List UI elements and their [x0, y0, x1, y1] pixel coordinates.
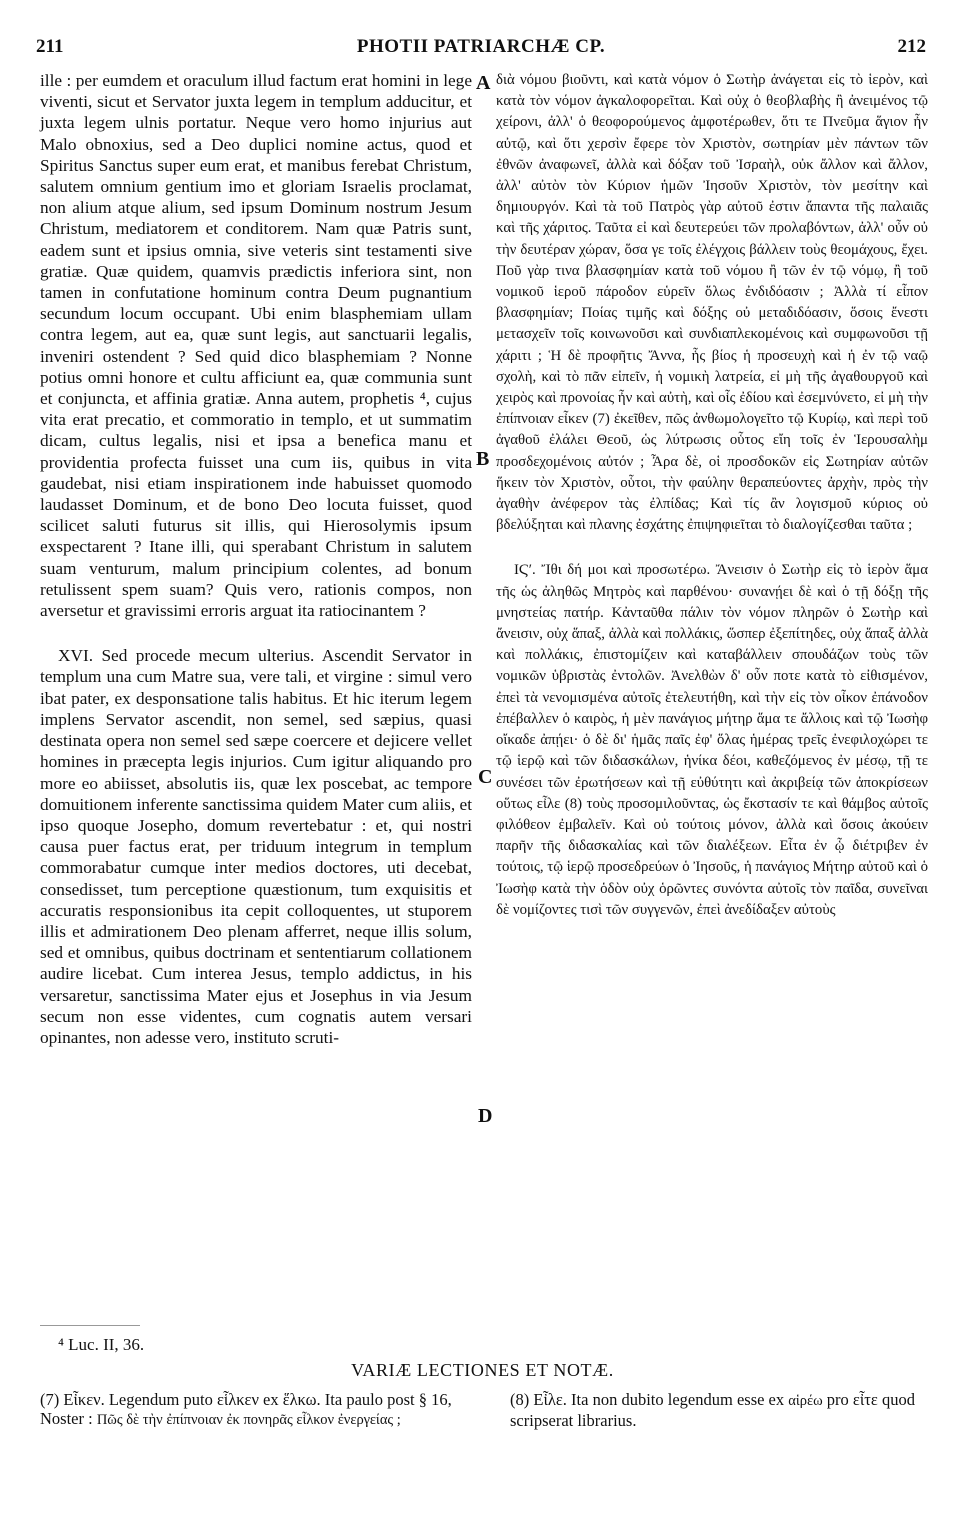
latin-paragraph-2: XVI. Sed procede mecum ulterius. Ascendit Servator in templum una cum Matre sua, vere tali, et virgine : simul vero ibat pater, ex desponsatione talis habitus. Et hic iterum legem implens Servator ascendit, non semel, sed sæpius, quasi destinata opera non semel sed sæpe coercere et dejicere vellet homines in præcepta legis injurios. Cum igitur aliquando pro more eo abiisset, absolutis iis, quæ lex poscebat, ac tempore domuitionem inferente sanctissima quidem Mater cum aliis, et ipso quoque Josepho, domum revertebatur : et, qui nostri causa puer factus erat, per triduum integrum in templum commorabatur cumque inter medios doctores, uti decebat, consedisset, tum perceptione quæstionum, tum exquisitis et accuratis responsionibus ita cepit colloquentes, ut stuporem illis et admirationem Deo plenam afferret, neque illis solum, sed et omnibus, quibus doctrinam et sententiarum collationem audire licebat. Cum interea Jesus, templo addictus, in his versaretur, sanctissima Mater ejus et Josephus in via Jesum secum non esse videntes, cum cognatis autem versari opinantes, non adesse vero, instituto scruti-	[40, 646, 472, 1047]
margin-marker-a: A	[476, 72, 491, 94]
note-7-latin: (7) Εἶκεν. Legendum puto εἷλκεν ex ἕλκω. Ita paulo post § 16, Noster :	[40, 1390, 452, 1428]
footnote-rule	[40, 1325, 140, 1326]
right-page-number: 212	[897, 36, 926, 57]
greek-column	[496, 70, 928, 921]
margin-marker-d: D	[478, 1105, 493, 1127]
note-7	[40, 1390, 478, 1430]
page-header	[36, 36, 926, 66]
left-page-number: 211	[36, 36, 64, 57]
variae-heading: VARIÆ LECTIONES ET NOTÆ.	[351, 1360, 614, 1380]
margin-marker-c: C	[478, 766, 493, 788]
note-7-greek: Πῶς δὲ τὴν ἐπίπνοιαν ἐκ πονηρᾶς εἷλκον ἐνεργείας ;	[96, 1412, 401, 1428]
latin-column	[40, 70, 472, 1048]
note-8-tail: pro εἶτε quod scripserat librarius.	[510, 1390, 915, 1430]
latin-paragraph-1: ille : per eumdem et oraculum illud factum erat homini in lege viventi, sicut et Servator juxta legem in templum adducitur, et juxta legem ulnis portatur. Neque vero homo injurius aut Malo obnoxius, sed a Deo duplici nomine actus, quod et Spiritus Sanctus super eum erat, et manibus ferebat Christum, salutem omnium gentium imo et gloriam Israelis proclamat, non alium atque alium, sed ipsum Dominum nostrum Jesum Christum, mediatorem et conditorem. Nam quæ Patris sunt, eadem sunt et ipsius omnia, sive veteris sint testamenti sive gratiæ. Quæ quidem, quamvis prædictis inferiora sint, non tamen in confutatione hominum contra Deum pugnantium secundum locum occupant. Ubi enim blasphemiam ullam contra legem, aut ea, quæ sunt legis, aut sanctuarii legalis, inveniri ostendent ? Sed quid dico blasphemiam ? Nonne potius omni honore et cultu afficiunt ea, quæ communia sunt et conjuncta, et affinia gratiæ. Anna autem, prophetis ⁴, cujus vita erat precatio, et commoratio in templo, et ut summatim dicam, cultus legalis, nisi et ipsa a benefica manu et providentia profecta fuisset una cum iis, quibus in vita gaudebat, nisi etiam inspirationem inde habuisset quomodo laudasset Dominum, et de bono Deo locuta fuisset, quod scilicet saluti futurus sit illis, qui Hierosolymis ipsum exspectarent ? Itane illi, qui sperabant Christum in salutem suam venturum, malum principium colentes, ad bonum retulissent spem suam? Quis vero, rationis compos, non aversetur et gravissimi erroris arguat ita ratiocinantem ?	[40, 71, 472, 621]
footnote: ⁴ Luc. II, 36.	[58, 1335, 145, 1354]
margin-marker-b: B	[476, 448, 490, 470]
greek-paragraph-2: ΙϚʹ. Ἴθι δή μοι καὶ προσωτέρω. Ἄνεισιν ὁ Σωτὴρ εἰς τὸ ἱερὸν ἅμα τῆς ὡς ἀληθῶς Μητρὸς καὶ παρθένου· συνανῄει δὲ καὶ ὁ τῇ δόξῃ τῆς μνηστείας πατήρ. Κἀνταῦθα πάλιν τὸν νόμον πληρῶν ὁ Σωτὴρ καὶ ἄνεισιν, οὐχ ἅπαξ, ἀλλὰ καὶ πολλάκις, ὥσπερ ἐξεπίτηδες, οὐχ ἅπαξ ἀλλὰ καὶ πολλάκις, ἐπιστομίζειν καὶ καταβάλλειν σπουδάζων τοὺς τῶν νομικῶν ὑβριστὰς ἐντολῶν. Ἀνελθὼν δ' οὖν ποτε κατὰ τὸ εἰθισμένον, ἐπεὶ τὰ νενομισμένα αὐτοῖς ἐτελευτήθη, καὶ τὴν εἰς τὸν οἶκον ἐπάνοδον ἐπέβαλλεν ὁ καιρὸς, ἡ μὲν πανάγιος μήτηρ ἅμα τε ἄλλοις καὶ τῷ Ἰωσὴφ οἴκαδε ἀπῄει· ὁ δὲ δι' ἡμᾶς παῖς ἐφ' ὅλας ἡμέρας τρεῖς ἐνεφιλοχώρει τε τῷ ἱερῷ καὶ τῶν διδασκάλων, ἡνίκα δέοι, καθεζόμενος ἐν μέσῳ, τῇ τε συνέσει τῶν ἐρωτήσεων καὶ τῇ εὐθύτητι καὶ ἀκριβείᾳ τῶν ἀποκρίσεων οὕτως εἶλε (8) τοὺς προσομιλοῦντας, ὡς ἔκστασίν τε καὶ θάμβος αὐτοῖς φιλόθεον ἐμβαλεῖν. Καὶ οὐ τούτοις μόνον, ἀλλὰ καὶ ὅσοις ἀκούειν παρῆν τῆς διδασκαλίας καὶ τῶν διαλέξεων. Εἶτα ἐν ᾧ διέτριβεν ἐν τούτοις, τῷ ἱερῷ προσεδρεύων ὁ Ἰησοῦς, ἡ πανάγιος Μήτηρ αὐτοῦ καὶ ὁ Ἰωσὴφ κατὰ τὴν ὁδὸν οὐχ ὁρῶντες συνόντα αὐτοῖς τὸν παῖδα, συνεῖναι δὲ νομίζοντες τισὶ τῶν συγγενῶν, ἐπεὶ ἀνεδίδαξεν αὐτοὺς	[496, 562, 928, 918]
greek-paragraph-1: διὰ νόμου βιοῦντι, καὶ κατὰ νόμον ὁ Σωτὴρ ἀνάγεται εἰς τὸ ἱερὸν, καὶ κατὰ τὸν νόμον ἀγκαλοφορεῖται. Καὶ οὐχ ὁ θεοβλαβὴς ἢ ἀνειμένος τῷ χείρονι, ἀλλ' ὁ θεοφορούμενος ἀμφοτέρωθεν, ὅτι τε Πνεῦμα ἅγιον ἦν αὐτῷ, καὶ ὅτι χερσὶν ἔφερε τὸν Χριστὸν, σωτηρίαν μὲν πάντων τῶν ἐθνῶν ἀναφωνεῖ, ἀλλὰ καὶ δόξαν τοῦ Ἰσραὴλ, οὐκ ἄλλον καὶ ἄλλον, ἀλλ' αὐτὸν τὸν Κύριον ἡμῶν Ἰησοῦν Χριστὸν, τὸν μεσίτην καὶ δημιουργόν. Καὶ τὰ τοῦ Πατρὸς γὰρ αὐτοῦ ἐστιν ἅπαντα τῆς παλαιᾶς καὶ τῆς χάριτος. Ταῦτα εἰ καὶ δευτερεύει τῶν προλαβόντων, ἀλλ' οὖν οὐ τὴν δευτέραν χώραν, ὅσα γε τοῖς ἐλέγχοις βάλλειν τοὺς θεομάχους, ἔχει. Ποῦ γὰρ τινα βλασφημίαν κατὰ τοῦ νόμου ἢ τῶν ἐν τῷ νόμῳ, ἢ τοῦ νομικοῦ ἱεροῦ πάροδον εὑρεῖν ὅλως ἐνδιδόασιν ; Ἀλλὰ τί εἶπον βλασφημίαν; Ποίας τιμῆς καὶ δόξης οὐ μεταδιδόασιν, ὅσοις ἔνεστι μετασχεῖν τοῖς κοινωνοῦσι καὶ συνδιαπλεκομένοις καὶ συμφωνοῦσι τῇ χάριτι ; Ἡ δὲ προφῆτις Ἄννα, ἧς βίος ἡ προσευχὴ καὶ ἡ ἐν τῷ ναῷ σχολὴ, καὶ τὸ πᾶν εἰπεῖν, ἡ νομικὴ λατρεία, εἰ μὴ τῆς ἀγαθουργοῦ καὶ χειρὸς καὶ προνοίας ἦν καὶ αὐτὴ, καὶ οἷς ἐδίου καὶ ἐσεμνύνετο, εἰ μὴ τὴν ἐπίπνοιαν εἶκεν (7) ἐκεῖθεν, πῶς ἀνθωμολογεῖτο τῷ Κυρίῳ, καὶ περὶ τοῦ ἀγαθοῦ ἐλάλει Θεοῦ, ὡς λύτρωσις οὗτος εἴη τοῖς ἐν Ἱερουσαλὴμ προσδεχομένοις αὐτόν ; Ἆρα δὲ, οἱ προσδοκῶν εἰς Σωτηρίαν αὐτῶν ἥκειν τὸν Χριστὸν, οὗτοι, τὴν φαύλην θεραπεύοντες ἀρχὴν, πρὸς τὴν ἀγαθὴν ἀνέφερον τὰς ἐλπίδας; Καὶ τίς ἂν λογισμοῦ κύριος οὐ βδελύξηται καὶ πλανης ἐσχάτης ἐπιψηφιεῖται τὸ διαλογίζεσθαι ταῦτα ;	[496, 72, 928, 534]
note-8-greek: αἱρέω	[788, 1393, 823, 1409]
running-title: PHOTII PATRIARCHÆ CP.	[356, 36, 606, 57]
note-8	[510, 1390, 928, 1430]
note-8-latin: (8) Εἶλε. Ita non dubito legendum esse ex	[510, 1390, 789, 1409]
